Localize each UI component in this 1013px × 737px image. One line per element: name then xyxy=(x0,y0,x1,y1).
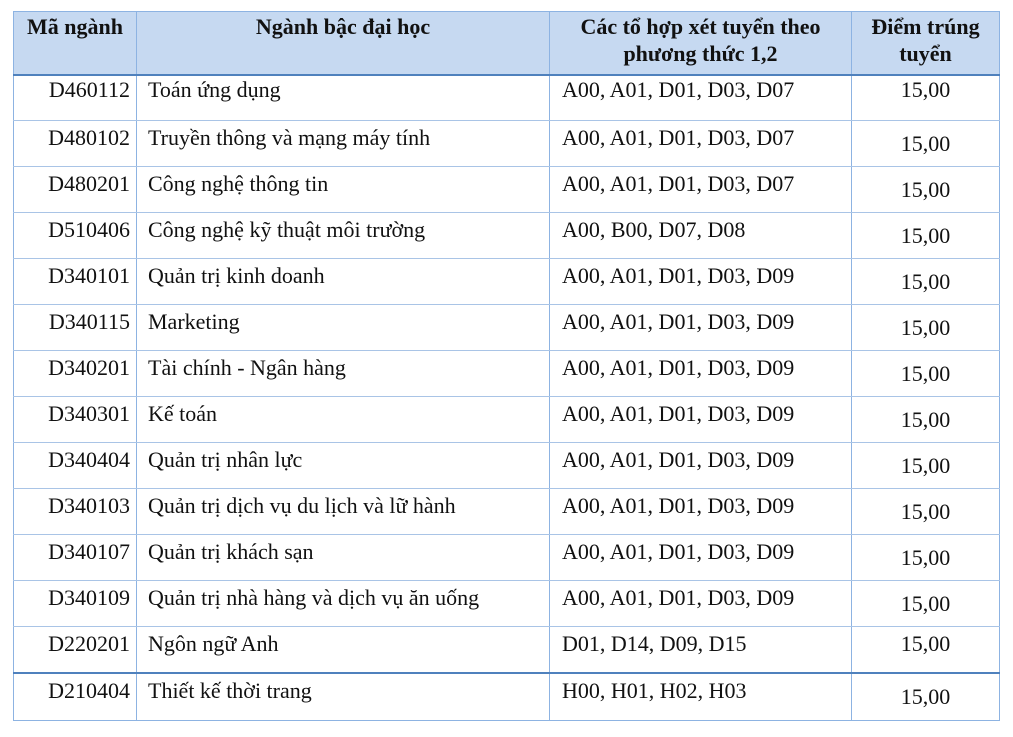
subject-combos-cell: A00, A01, D01, D03, D09 xyxy=(550,259,852,305)
major-name-cell: Công nghệ thông tin xyxy=(137,167,550,213)
major-code-cell: D340404 xyxy=(14,443,137,489)
subject-combos-cell: A00, A01, D01, D03, D09 xyxy=(550,397,852,443)
major-name-cell: Quản trị nhà hàng và dịch vụ ăn uống xyxy=(137,581,550,627)
table-header xyxy=(14,12,1000,75)
major-name-cell: Marketing xyxy=(137,305,550,351)
score-cell: 15,00 xyxy=(852,121,1000,167)
score-cell: 15,00 xyxy=(852,673,1000,721)
subject-combos-cell: H00, H01, H02, H03 xyxy=(550,673,852,721)
major-name-cell: Quản trị dịch vụ du lịch và lữ hành xyxy=(137,489,550,535)
header-combos: Các tổ hợp xét tuyển theo phương thức 1,2 xyxy=(550,12,852,75)
score-cell: 15,00 xyxy=(852,167,1000,213)
score-cell: 15,00 xyxy=(852,75,1000,121)
major-code-cell: D340109 xyxy=(14,581,137,627)
subject-combos-cell: A00, A01, D01, D03, D09 xyxy=(550,489,852,535)
table-row xyxy=(14,535,1000,581)
score-cell: 15,00 xyxy=(852,351,1000,397)
major-name-cell: Quản trị khách sạn xyxy=(137,535,550,581)
subject-combos-cell: A00, A01, D01, D03, D09 xyxy=(550,581,852,627)
table-row xyxy=(14,75,1000,121)
major-code-cell: D340201 xyxy=(14,351,137,397)
subject-combos-cell: A00, A01, D01, D03, D09 xyxy=(550,443,852,489)
major-code-cell: D340101 xyxy=(14,259,137,305)
score-cell: 15,00 xyxy=(852,535,1000,581)
subject-combos-cell: A00, A01, D01, D03, D07 xyxy=(550,167,852,213)
subject-combos-cell: A00, A01, D01, D03, D09 xyxy=(550,305,852,351)
table-row xyxy=(14,627,1000,673)
table-row xyxy=(14,305,1000,351)
table-row xyxy=(14,581,1000,627)
admission-scores-table xyxy=(13,11,1000,721)
score-cell: 15,00 xyxy=(852,305,1000,351)
table-row xyxy=(14,397,1000,443)
score-cell: 15,00 xyxy=(852,213,1000,259)
major-name-cell: Toán ứng dụng xyxy=(137,75,550,121)
major-name-cell: Thiết kế thời trang xyxy=(137,673,550,721)
table-row xyxy=(14,489,1000,535)
score-cell: 15,00 xyxy=(852,489,1000,535)
major-name-cell: Công nghệ kỹ thuật môi trường xyxy=(137,213,550,259)
table-row xyxy=(14,351,1000,397)
major-name-cell: Quản trị kinh doanh xyxy=(137,259,550,305)
subject-combos-cell: A00, A01, D01, D03, D07 xyxy=(550,75,852,121)
major-code-cell: D460112 xyxy=(14,75,137,121)
score-cell: 15,00 xyxy=(852,627,1000,673)
major-code-cell: D340115 xyxy=(14,305,137,351)
major-code-cell: D480102 xyxy=(14,121,137,167)
score-cell: 15,00 xyxy=(852,259,1000,305)
subject-combos-cell: A00, A01, D01, D03, D07 xyxy=(550,121,852,167)
major-code-cell: D510406 xyxy=(14,213,137,259)
subject-combos-cell: A00, B00, D07, D08 xyxy=(550,213,852,259)
header-code: Mã ngành xyxy=(14,12,137,75)
major-name-cell: Quản trị nhân lực xyxy=(137,443,550,489)
major-code-cell: D210404 xyxy=(14,673,137,721)
header-major: Ngành bậc đại học xyxy=(137,12,550,75)
major-code-cell: D340103 xyxy=(14,489,137,535)
score-cell: 15,00 xyxy=(852,443,1000,489)
subject-combos-cell: D01, D14, D09, D15 xyxy=(550,627,852,673)
major-code-cell: D480201 xyxy=(14,167,137,213)
table-row xyxy=(14,259,1000,305)
major-name-cell: Truyền thông và mạng máy tính xyxy=(137,121,550,167)
major-name-cell: Kế toán xyxy=(137,397,550,443)
score-cell: 15,00 xyxy=(852,397,1000,443)
score-cell: 15,00 xyxy=(852,581,1000,627)
header-score: Điểm trúng tuyển xyxy=(852,12,1000,75)
major-name-cell: Tài chính - Ngân hàng xyxy=(137,351,550,397)
major-name-cell: Ngôn ngữ Anh xyxy=(137,627,550,673)
table-row xyxy=(14,213,1000,259)
table-row xyxy=(14,443,1000,489)
table-row xyxy=(14,121,1000,167)
major-code-cell: D340301 xyxy=(14,397,137,443)
subject-combos-cell: A00, A01, D01, D03, D09 xyxy=(550,351,852,397)
table-body xyxy=(14,75,1000,721)
subject-combos-cell: A00, A01, D01, D03, D09 xyxy=(550,535,852,581)
table-row xyxy=(14,167,1000,213)
header-row xyxy=(14,12,1000,75)
major-code-cell: D340107 xyxy=(14,535,137,581)
table-row xyxy=(14,673,1000,721)
major-code-cell: D220201 xyxy=(14,627,137,673)
